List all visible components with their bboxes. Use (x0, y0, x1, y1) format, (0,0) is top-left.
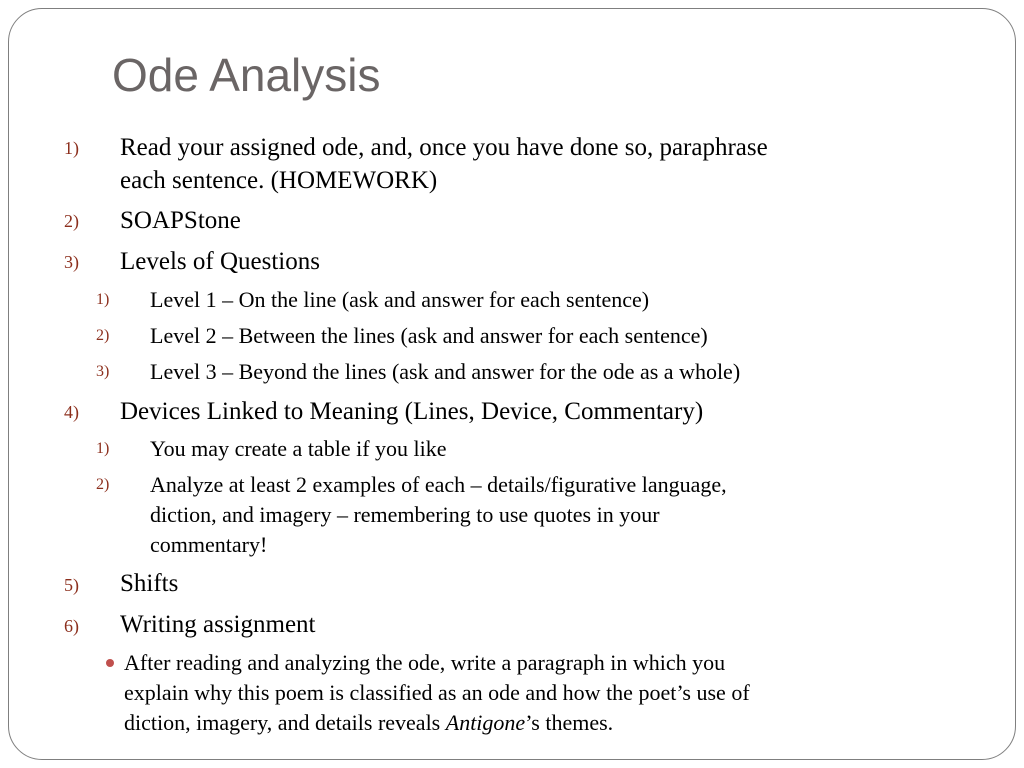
sub-list-item-text: Level 1 – On the line (ask and answer for each sentence) (150, 287, 650, 312)
list-item-text: Shifts (120, 570, 179, 597)
list-number: 2) (64, 211, 79, 231)
sub-list-number: 1) (96, 440, 110, 457)
sub-list-item-text-cont: commentary! (150, 532, 268, 557)
note-text: After reading and analyzing the ode, write a paragraph in which you (124, 650, 726, 675)
sub-list-number: 2) (96, 327, 110, 344)
sub-list-item-text: You may create a table if you like (150, 436, 447, 461)
note-text-suffix: ’s themes. (525, 710, 614, 735)
note-text-cont (124, 708, 613, 738)
list-item-text: Writing assignment (120, 611, 316, 638)
list-number: 5) (64, 575, 79, 595)
list-number: 3) (64, 252, 79, 272)
sub-list-item-text: Analyze at least 2 examples of each – details/figurative language, (150, 472, 727, 497)
list-item-text: Read your assigned ode, and, once you have done so, paraphrase (120, 134, 768, 161)
page-title: Ode Analysis (112, 49, 381, 101)
sub-list-item-text: Level 2 – Between the lines (ask and answer for each sentence) (150, 323, 708, 348)
list-number: 6) (64, 616, 79, 636)
sub-list-item-text: Level 3 – Beyond the lines (ask and answer for the ode as a whole) (150, 359, 741, 384)
sub-list-number: 2) (96, 476, 110, 493)
list-item-text: SOAPStone (120, 207, 241, 234)
sub-list-number: 1) (96, 291, 110, 308)
list-number: 4) (64, 402, 79, 422)
sub-list-item-text-cont: diction, and imagery – remembering to use quotes in your (150, 502, 660, 527)
sub-list-number: 3) (96, 363, 110, 380)
note-text-prefix: diction, imagery, and details reveals (124, 710, 446, 735)
list-item-text: Levels of Questions (120, 248, 320, 275)
play-title: Antigone (445, 710, 526, 735)
bullet-icon (106, 659, 114, 667)
note-text-cont: explain why this poem is classified as an ode and how the poet’s use of (124, 680, 750, 705)
list-number: 1) (64, 138, 79, 158)
list-item-text: Devices Linked to Meaning (Lines, Device, Commentary) (120, 398, 704, 425)
list-item-text-cont: each sentence. (HOMEWORK) (120, 167, 438, 194)
